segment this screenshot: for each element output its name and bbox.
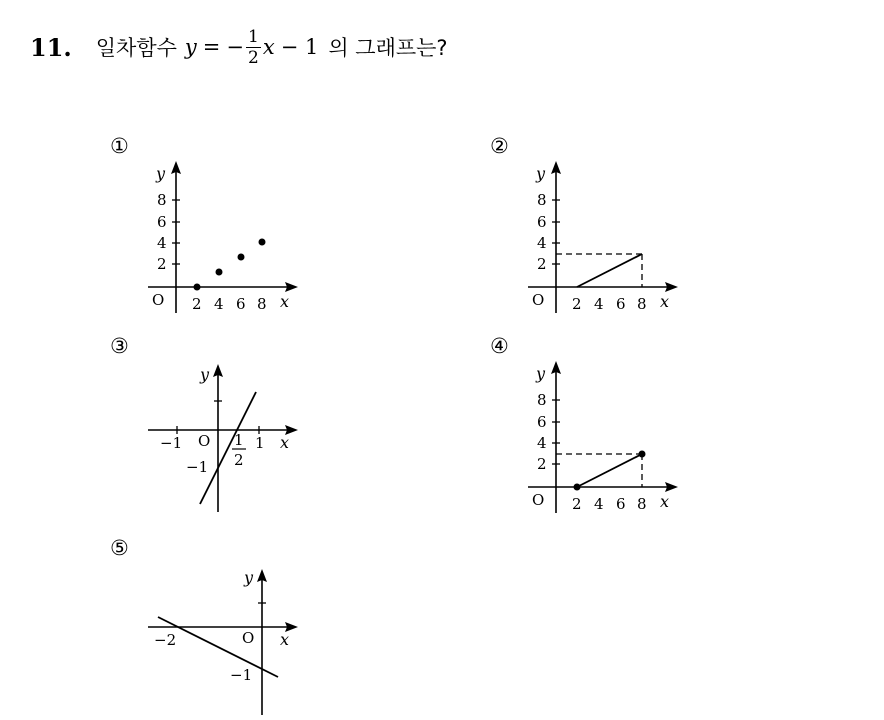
x-axis-label: x [280, 630, 290, 649]
x-tick-label: 2 [572, 495, 582, 513]
origin-label: O [198, 432, 211, 450]
data-point [216, 269, 223, 276]
x-axis-label: x [660, 292, 670, 311]
y-tick-label: 2 [537, 255, 547, 273]
y-tick-label: 4 [537, 434, 547, 452]
fraction-numerator: 1 [234, 431, 244, 449]
origin-label: O [532, 291, 545, 309]
data-point [194, 284, 201, 291]
data-point [259, 239, 266, 246]
option-5-graph [140, 565, 310, 720]
x-tick-label: 6 [616, 495, 626, 513]
x-tick-label: 6 [236, 295, 246, 313]
equation-equals: = [202, 35, 221, 59]
x-tick-label: −2 [154, 631, 177, 649]
option-2-label[interactable]: ② [490, 134, 509, 158]
origin-label: O [152, 291, 165, 309]
x-axis-label: x [660, 492, 670, 511]
y-axis-label: y [536, 164, 546, 183]
question-number: 11. [30, 32, 72, 62]
option-4-label[interactable]: ④ [490, 334, 509, 358]
option-3-label[interactable]: ③ [110, 334, 129, 358]
x-tick-label: 2 [192, 295, 202, 313]
equation-y: y [184, 35, 197, 59]
x-tick-label: 2 [572, 295, 582, 313]
y-tick-label: 6 [157, 213, 167, 231]
y-axis-label: y [200, 365, 210, 384]
option-1-label[interactable]: ① [110, 134, 129, 158]
y-tick-label: 8 [537, 191, 547, 209]
x-tick-label: 4 [594, 295, 604, 313]
option-5-label[interactable]: ⑤ [110, 536, 129, 560]
option-2-graph [520, 155, 690, 325]
question-header [30, 22, 448, 72]
graph-segment [577, 254, 642, 287]
origin-label: O [532, 491, 545, 509]
x-tick-label: 1 [255, 434, 265, 452]
data-point [238, 254, 245, 261]
fraction-denominator: 2 [234, 451, 244, 469]
origin-label: O [242, 629, 255, 647]
segment-endpoint [639, 451, 646, 458]
question-prefix: 일차함수 [95, 36, 177, 60]
y-tick-label: 8 [157, 191, 167, 209]
fraction-denominator: 2 [248, 47, 259, 68]
graph-segment [577, 454, 642, 487]
x-tick-label: 4 [214, 295, 224, 313]
x-tick-label: 8 [637, 295, 647, 313]
option-4-graph [520, 355, 690, 525]
y-tick-label: −1 [230, 666, 253, 684]
y-tick-label: 2 [157, 255, 167, 273]
x-tick-label: −1 [160, 434, 183, 452]
y-tick-label: 2 [537, 455, 547, 473]
equation-constant: − 1 [280, 35, 319, 59]
equation-x: x [262, 35, 275, 59]
option-1-graph [140, 155, 310, 325]
x-axis-label: x [280, 433, 290, 452]
option-3-graph [140, 360, 310, 520]
y-tick-label: 4 [157, 234, 167, 252]
segment-endpoint [574, 484, 581, 491]
y-tick-label: 6 [537, 413, 547, 431]
x-axis-label: x [280, 292, 290, 311]
equation-fraction [246, 27, 261, 68]
x-tick-label: 4 [594, 495, 604, 513]
y-axis-label: y [156, 164, 166, 183]
y-axis-label: y [536, 364, 546, 383]
y-tick-label: 4 [537, 234, 547, 252]
fraction-numerator: 1 [248, 26, 259, 47]
equation-minus: − [226, 35, 245, 59]
y-axis-label: y [244, 568, 254, 587]
x-tick-label: 8 [637, 495, 647, 513]
x-tick-label: 8 [257, 295, 267, 313]
y-tick-label: −1 [186, 458, 209, 476]
y-tick-label: 6 [537, 213, 547, 231]
x-tick-label: 6 [616, 295, 626, 313]
question-suffix: 의 그래프는? [328, 36, 448, 60]
y-tick-label: 8 [537, 391, 547, 409]
